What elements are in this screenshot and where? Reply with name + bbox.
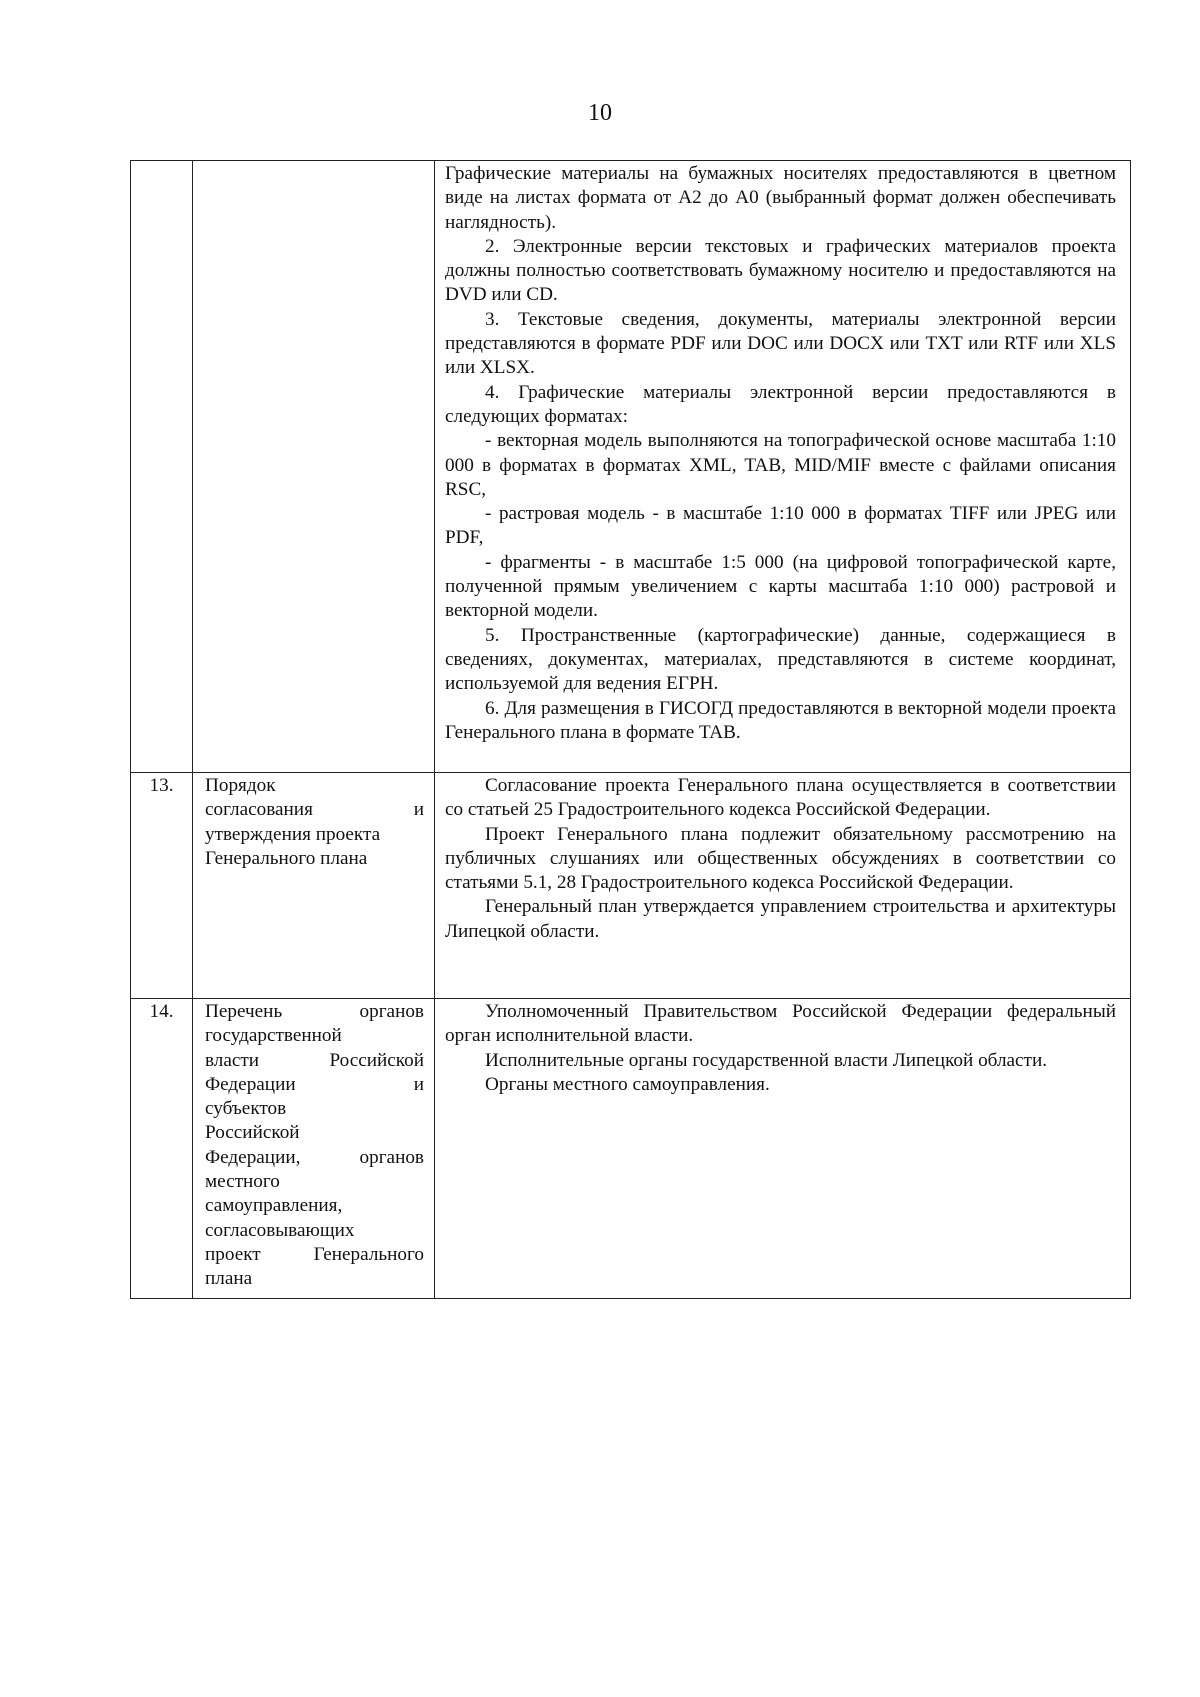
name-word: проект (205, 1243, 261, 1265)
content-paragraph: Уполномоченный Правительством Российской Федерации федеральный орган исполнительной власти. (445, 1001, 1116, 1047)
table-row (131, 161, 1131, 773)
name-line-justified (205, 1146, 424, 1170)
content-paragraph: - фрагменты - в масштабе 1:5 000 (на цифровой топографической карте, полученной прямым увеличением с карты масштаба 1:10 000) растровой и векторной модели. (445, 551, 1116, 622)
name-line: утверждения проекта (205, 823, 381, 845)
name-word: Российской (329, 1049, 424, 1071)
content-paragraph: Органы местного самоуправления. (485, 1073, 770, 1095)
content-paragraph: Согласование проекта Генерального плана осуществляется в соответствии со статьей 25 Градостроительного кодекса Российской Федерации. (445, 775, 1116, 821)
name-line-justified (205, 1073, 424, 1097)
content-paragraph: 4. Графические материалы электронной версии предоставляются в следующих форматах: (445, 381, 1116, 427)
table-row (131, 773, 1131, 999)
table-body (131, 161, 1131, 1299)
content-paragraph: Проект Генерального плана подлежит обязательному рассмотрению на публичных слушаниях или общественных обсуждениях в соответствии со статьями 5.1, 28 Градостроительного кодекса Российской Федерации. (445, 823, 1116, 894)
name-word: и (413, 1073, 424, 1095)
name-word: органов (359, 1001, 424, 1022)
name-word: органов (359, 1146, 424, 1168)
content-paragraph: Исполнительные органы государственной власти Липецкой области. (485, 1049, 1048, 1071)
table-row (131, 999, 1131, 1299)
row-content-cell (435, 773, 1131, 999)
name-word: Федерации, (205, 1146, 301, 1168)
row-number-cell: 14. (131, 999, 193, 1299)
row-name-cell (193, 999, 435, 1299)
row-content-cell (435, 999, 1131, 1299)
row-number-cell: 13. (131, 773, 193, 999)
content-paragraph: 2. Электронные версии текстовых и графических материалов проекта должны полностью соответствовать бумажному носителю и предоставляются на DVD или CD. (445, 235, 1116, 306)
name-word: и (413, 799, 424, 821)
name-line-justified (205, 1049, 424, 1073)
content-paragraph: 5. Пространственные (картографические) данные, содержащиеся в сведениях, документах, материалах, представляются в системе координат, используемой для ведения ЕГРН. (445, 624, 1116, 695)
name-line-justified (205, 1243, 424, 1267)
name-line-justified (205, 798, 424, 822)
name-word: Генерального (313, 1243, 424, 1265)
requirements-table (130, 160, 1131, 1299)
name-word: власти (205, 1049, 260, 1071)
name-line-justified (205, 1000, 424, 1024)
content-paragraph: - векторная модель выполняются на топографической основе масштаба 1:10 000 в форматах в форматах XML, TAB, MID/MIF вместе с файлами описания RSC, (445, 430, 1116, 500)
name-line: согласовывающих (205, 1219, 355, 1241)
name-word: согласования (205, 799, 313, 821)
name-line: Порядок (205, 775, 276, 796)
row-number-cell (131, 161, 193, 773)
name-line: субъектов (205, 1098, 287, 1120)
content-paragraph: 6. Для размещения в ГИСОГД предоставляются в векторной модели проекта Генерального плана в формате TAB. (445, 697, 1116, 743)
name-line: государственной (205, 1025, 342, 1047)
name-word: Перечень (205, 1001, 283, 1022)
content-paragraph: Графические материалы на бумажных носителях предоставляются в цветном виде на листах формата от А2 до А0 (выбранный формат должен обеспечивать наглядность). (445, 163, 1116, 233)
row-content-cell (435, 161, 1131, 773)
row-name-cell (193, 161, 435, 773)
content-paragraph: - растровая модель - в масштабе 1:10 000 в форматах TIFF или JPEG или PDF, (445, 503, 1116, 549)
row-name-cell (193, 773, 435, 999)
name-word: Федерации (205, 1073, 296, 1095)
content-paragraph: 3. Текстовые сведения, документы, материалы электронной версии представляются в формате PDF или DOC или DOCX или TXT или RTF или XLS или XLSX. (445, 308, 1116, 379)
content-paragraph: Генеральный план утверждается управлением строительства и архитектуры Липецкой области. (445, 896, 1116, 942)
page-number: 10 (588, 100, 612, 126)
name-line: Генерального плана (205, 847, 368, 869)
name-line: плана (205, 1268, 253, 1290)
name-line: Российской (205, 1122, 300, 1144)
name-line: самоуправления, (205, 1195, 343, 1217)
name-line: местного (205, 1171, 280, 1193)
